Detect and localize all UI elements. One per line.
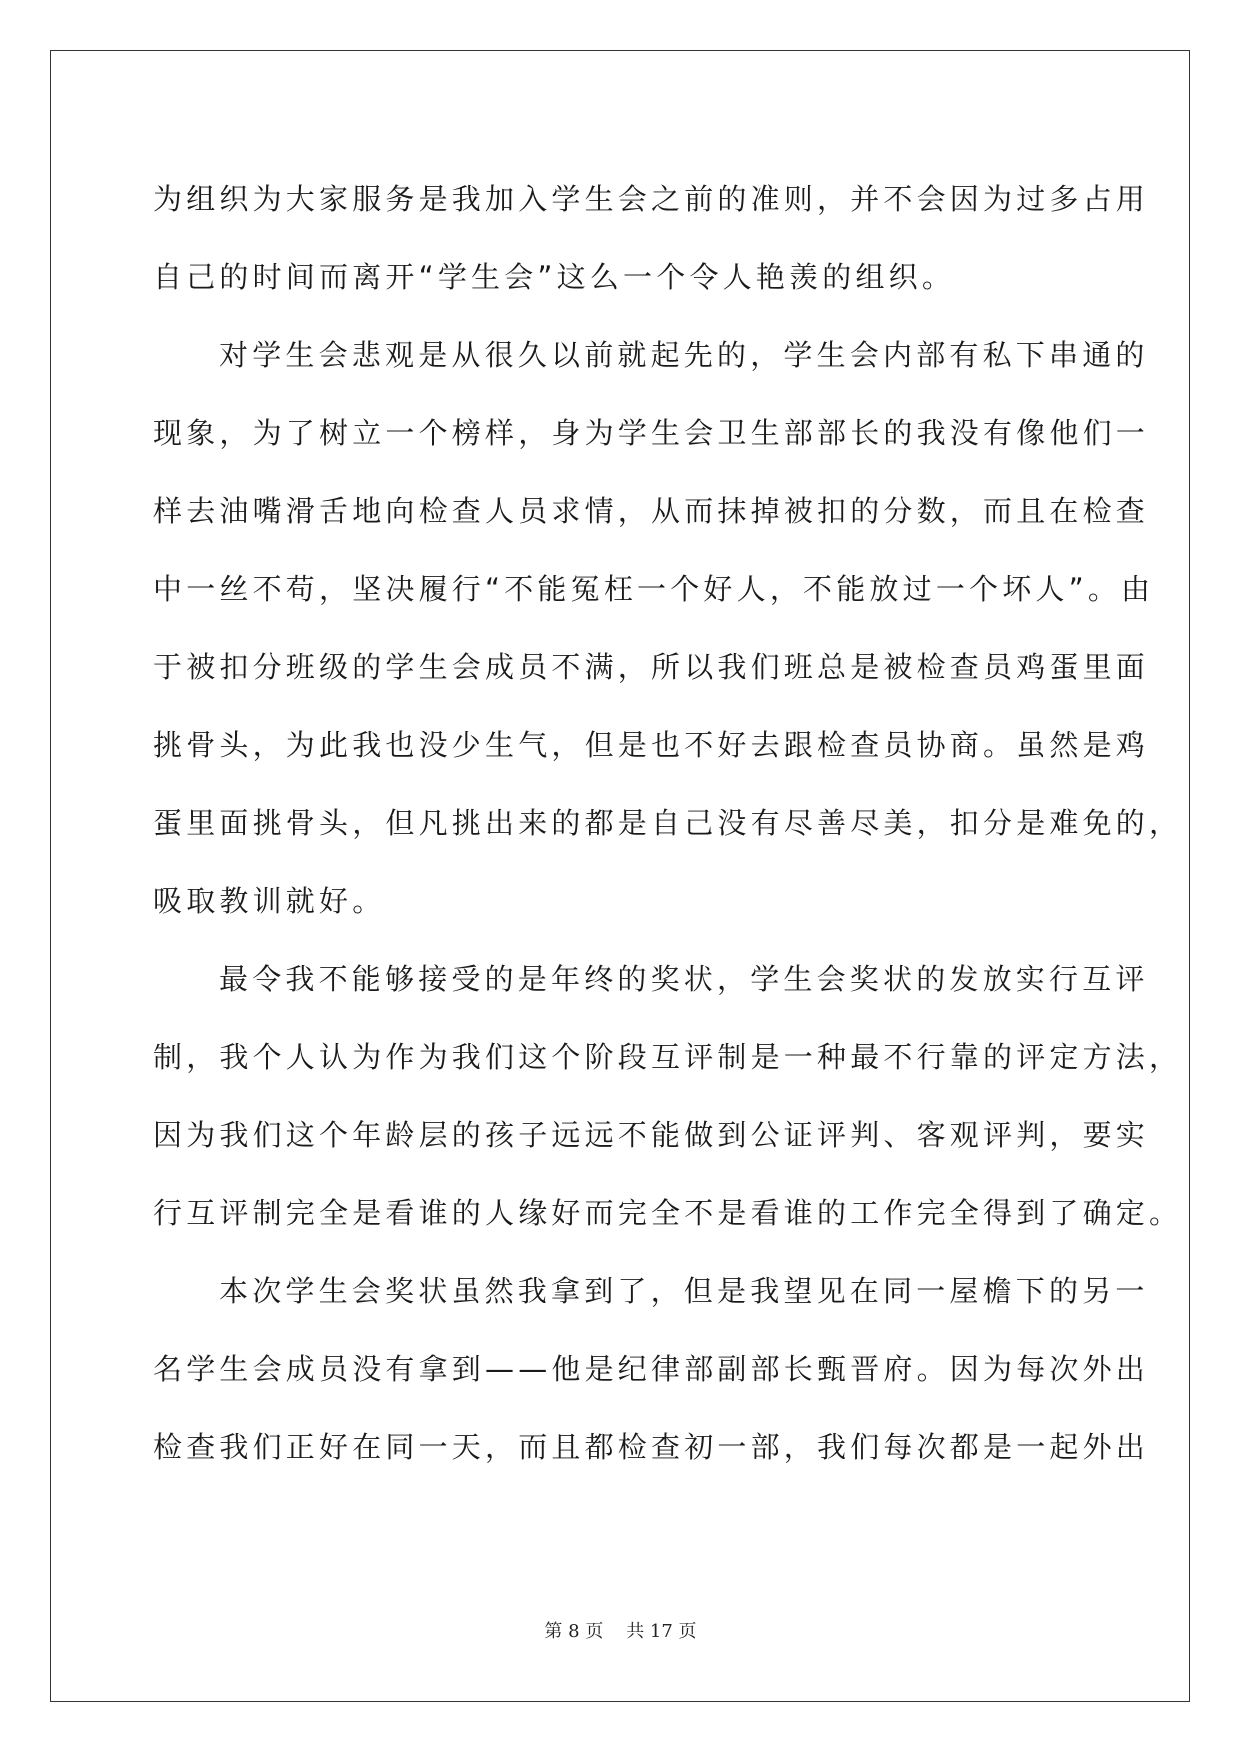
text-line: 名学生会成员没有拿到——他是纪律部副部长甄晋府。因为每次外出: [153, 1352, 1150, 1386]
text-line: 检查我们正好在同一天，而且都检查初一部，我们每次都是一起外出: [153, 1430, 1150, 1464]
text-line: 因为我们这个年龄层的孩子远远不能做到公证评判、客观评判，要实: [153, 1118, 1150, 1152]
text-line: 挑骨头，为此我也没少生气，但是也不好去跟检查员协商。虽然是鸡: [153, 728, 1150, 762]
text-line: 蛋里面挑骨头，但凡挑出来的都是自己没有尽善尽美，扣分是难免的，: [153, 806, 1183, 840]
text-line: 中一丝不苟，坚决履行“不能冤枉一个好人，不能放过一个坏人”。由: [153, 572, 1155, 606]
text-line: 为组织为大家服务是我加入学生会之前的准则，并不会因为过多占用: [153, 182, 1150, 216]
text-line: 吸取教训就好。: [153, 884, 386, 918]
text-line: 于被扣分班级的学生会成员不满，所以我们班总是被检查员鸡蛋里面: [153, 650, 1150, 684]
page-footer: [0, 1617, 1241, 1643]
document-body: [153, 160, 1183, 1486]
paragraph-start-line: 对学生会悲观是从很久以前就起先的，学生会内部有私下串通的: [219, 338, 1149, 372]
text-line: 自己的时间而离开“学生会”这么一个令人艳羡的组织。: [153, 260, 956, 294]
text-line: 行互评制完全是看谁的人缘好而完全不是看谁的工作完全得到了确定。: [153, 1196, 1183, 1230]
text-line: 样去油嘴滑舌地向检查人员求情，从而抹掉被扣的分数，而且在检查: [153, 494, 1150, 528]
paragraph-start-line: 本次学生会奖状虽然我拿到了，但是我望见在同一屋檐下的另一: [219, 1274, 1149, 1308]
paragraph-start-line: 最令我不能够接受的是年终的奖状，学生会奖状的发放实行互评: [219, 962, 1149, 996]
text-line: 现象，为了树立一个榜样，身为学生会卫生部部长的我没有像他们一: [153, 416, 1150, 450]
text-line: 制，我个人认为作为我们这个阶段互评制是一种最不行靠的评定方法，: [153, 1040, 1183, 1074]
page-number-label: 第 8 页 共 17 页: [544, 1621, 697, 1642]
